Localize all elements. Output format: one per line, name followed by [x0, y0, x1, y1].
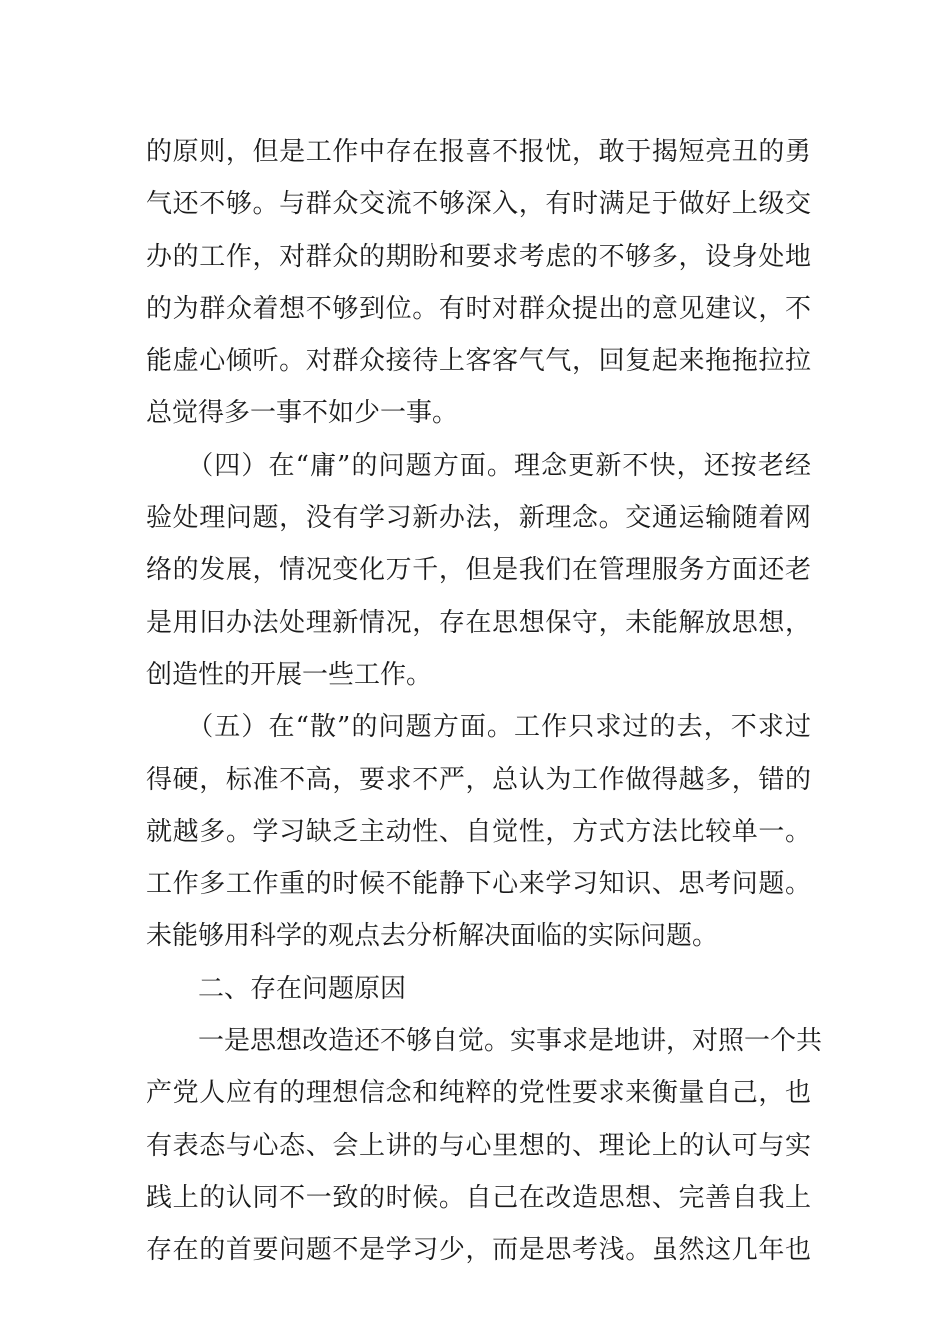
text-line: 的为群众着想不够到位。有时对群众提出的意见建议，不 — [146, 293, 811, 324]
text-line: 一是思想改造还不够自觉。实事求是地讲，对照一个共 — [146, 1026, 823, 1057]
text-line: （四）在“庸”的问题方面。理念更新不快，还按老经 — [146, 450, 811, 481]
text-line: 总觉得多一事不如少一事。 — [146, 398, 459, 429]
text-line: 验处理问题，没有学习新办法，新理念。交通运输随着网 — [146, 503, 811, 534]
text-line: 就越多。学习缺乏主动性、自觉性，方式方法比较单一。 — [146, 816, 811, 847]
text-line: 践上的认同不一致的时候。自己在改造思想、完善自我上 — [146, 1182, 811, 1213]
text-line: 存在的首要问题不是学习少，而是思考浅。虽然这几年也 — [146, 1235, 811, 1266]
document-body — [146, 126, 823, 1277]
text-line: 是用旧办法处理新情况，存在思想保守，未能解放思想， — [146, 607, 811, 638]
text-line: 产党人应有的理想信念和纯粹的党性要求来衡量自己，也 — [146, 1078, 811, 1109]
text-line: （五）在“散”的问题方面。工作只求过的去，不求过 — [146, 712, 811, 743]
text-line: 的原则，但是工作中存在报喜不报忧，敢于揭短亮丑的勇 — [146, 137, 811, 167]
section-heading: 二、存在问题原因 — [146, 973, 407, 1004]
text-line: 未能够用科学的观点去分析解决面临的实际问题。 — [146, 921, 719, 952]
text-line: 工作多工作重的时候不能静下心来学习知识、思考问题。 — [146, 869, 811, 900]
text-line: 有表态与心态、会上讲的与心里想的、理论上的认可与实 — [146, 1130, 811, 1161]
text-line: 能虚心倾听。对群众接待上客客气气，回复起来拖拖拉拉 — [146, 346, 811, 377]
text-line: 办的工作，对群众的期盼和要求考虑的不够多，设身处地 — [146, 241, 811, 272]
text-line: 气还不够。与群众交流不够深入，有时满足于做好上级交 — [146, 189, 811, 220]
text-line: 络的发展，情况变化万千，但是我们在管理服务方面还老 — [146, 555, 811, 586]
text-line: 得硬，标准不高，要求不严，总认为工作做得越多，错的 — [146, 764, 811, 795]
text-line: 创造性的开展一些工作。 — [146, 659, 433, 690]
